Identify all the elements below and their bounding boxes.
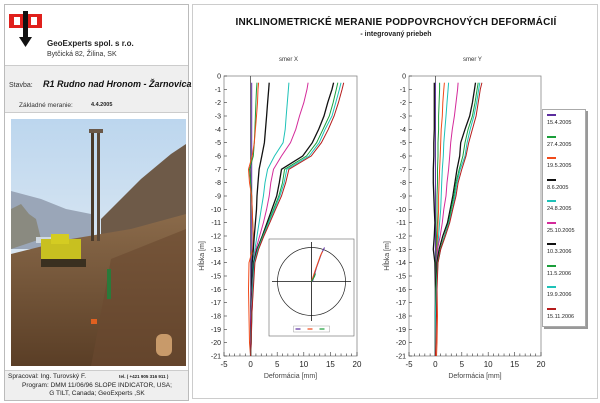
x-axis-label: Deformácia [mm] (263, 373, 318, 380)
chart-title: INKLINOMETRICKÉ MERANIE PODPOVRCHOVÝCH DEFORMÁCIÍ (235, 17, 557, 28)
y-tick-label: -19 (210, 326, 221, 334)
y-tick-label: -21 (210, 353, 221, 361)
footer-box (5, 370, 188, 400)
x-tick-label: 15 (325, 360, 335, 369)
y-tick-label: -18 (395, 313, 406, 321)
y-tick-label: -7 (399, 166, 406, 174)
stavba-value: R1 Rudno nad Hronom - Žarnovica (43, 79, 192, 89)
y-tick-label: -11 (211, 220, 221, 228)
y-tick-label: -7 (214, 166, 221, 174)
legend-label: 25.10.2005 (547, 227, 575, 234)
x-tick-label: 10 (483, 360, 493, 369)
polar-inset (269, 239, 354, 336)
y-axis-label: Hĺbka [m] (199, 241, 206, 271)
y-tick-label: -2 (399, 100, 406, 108)
legend-item (543, 239, 585, 261)
legend-label: 15.4.2005 (547, 120, 572, 126)
legend-item (543, 196, 585, 218)
legend-item (543, 304, 585, 326)
legend-swatch (547, 243, 556, 245)
legend-swatch (547, 286, 556, 288)
y-tick-label: -14 (395, 260, 406, 268)
legend-swatch (547, 136, 556, 138)
x-tick-label: 0 (433, 360, 438, 369)
legend-item (543, 132, 585, 154)
chart-subtitle: - integrovaný priebeh (360, 31, 432, 38)
legend-swatch (547, 222, 556, 224)
y-tick-label: -10 (395, 206, 406, 214)
y-tick-label: -3 (214, 113, 221, 121)
y-tick-label: -1 (399, 86, 406, 94)
legend-label: 10.3.2006 (547, 249, 572, 255)
legend-item (543, 282, 585, 304)
legend-label: 27.4.2005 (547, 141, 572, 148)
zakladne-value: 4.4.2005 (91, 102, 113, 108)
company-name: GeoExperts spol. s r.o. (47, 39, 134, 48)
program-line-2: G TILT, Canada; GeoExperts ,SK (49, 390, 145, 397)
info-panel (4, 4, 192, 401)
legend-label: 8.6.2005 (547, 184, 569, 191)
stavba-label: Stavba: (9, 82, 33, 89)
panel-title-x: smer X (279, 57, 299, 63)
y-tick-label: -12 (210, 233, 221, 241)
legend-label: 24.8.2005 (547, 206, 572, 212)
y-tick-label: -12 (395, 233, 406, 241)
legend-item (543, 175, 585, 197)
x-tick-label: 20 (352, 360, 362, 369)
plot-1 (382, 74, 546, 381)
legend-label: 15.11.2006 (547, 313, 575, 320)
x-tick-label: -5 (220, 360, 228, 369)
y-tick-label: -20 (210, 340, 221, 348)
y-tick-label: -9 (399, 193, 406, 201)
y-tick-label: -10 (210, 206, 221, 214)
x-tick-label: 5 (274, 360, 280, 369)
drilling-rig-photo (11, 119, 186, 366)
y-tick-label: -6 (399, 153, 406, 161)
y-tick-label: -5 (399, 140, 406, 148)
y-tick-label: -17 (395, 300, 406, 308)
charts-svg (193, 5, 599, 400)
x-tick-label: 10 (299, 360, 309, 369)
y-tick-label: -9 (214, 193, 221, 201)
y-tick-label: -4 (214, 126, 221, 134)
x-tick-label: 0 (248, 360, 253, 369)
y-tick-label: -3 (399, 113, 406, 121)
legend-label: 19.9.2006 (547, 292, 572, 298)
x-tick-label: -5 (405, 360, 413, 369)
legend-swatch (547, 308, 556, 310)
x-tick-label: 15 (510, 360, 520, 369)
program-line-1: Program: DMM 11/06/96 SLOPE INDICATOR, USA; (22, 382, 172, 389)
processed-by: Spracoval: Ing. Turovský F. (8, 373, 87, 380)
y-tick-label: -8 (214, 180, 221, 188)
legend-swatch (547, 114, 556, 116)
y-tick-label: 0 (217, 73, 221, 81)
y-tick-label: -5 (214, 140, 221, 148)
y-tick-label: -15 (395, 273, 406, 281)
legend-item (543, 110, 585, 132)
y-tick-label: -6 (214, 153, 221, 161)
legend-swatch (547, 157, 556, 159)
phone: tel. ( +421 905 316 911 ) (119, 374, 169, 379)
y-tick-label: -2 (214, 100, 221, 108)
legend-item (543, 261, 585, 283)
x-axis-label: Deformácia [mm] (448, 373, 502, 380)
legend-label: 19.5.2005 (547, 163, 572, 169)
legend (542, 109, 586, 327)
y-tick-label: -4 (399, 126, 406, 134)
y-tick-label: -21 (395, 353, 406, 361)
y-tick-label: -16 (395, 286, 406, 294)
geoexperts-logo (9, 11, 43, 49)
project-box (5, 65, 192, 113)
y-tick-label: -16 (210, 286, 221, 294)
legend-swatch (547, 265, 556, 267)
y-tick-label: -18 (210, 313, 221, 321)
y-tick-label: -14 (210, 260, 221, 268)
legend-item (543, 153, 585, 175)
y-tick-label: -15 (210, 273, 221, 281)
y-axis-label: Hĺbka [m] (384, 241, 391, 271)
chart-panel (192, 4, 598, 399)
legend-swatch (547, 200, 556, 202)
y-tick-label: 0 (402, 73, 406, 81)
y-tick-label: -17 (210, 300, 221, 308)
y-tick-label: -8 (399, 180, 406, 188)
legend-label: 11.5.2006 (547, 270, 572, 277)
zakladne-label: Základné meranie: (19, 102, 73, 109)
program-info (7, 382, 187, 398)
y-tick-label: -11 (396, 220, 406, 228)
y-tick-label: -19 (395, 326, 406, 334)
plot-area (409, 76, 541, 356)
x-tick-label: 5 (459, 360, 465, 369)
y-tick-label: -1 (214, 86, 221, 94)
legend-swatch (547, 179, 556, 181)
x-tick-label: 20 (536, 360, 546, 369)
panel-title-y: smer Y (463, 57, 482, 63)
company-address: Bytčická 82, Žilina, SK (47, 51, 117, 58)
legend-item (543, 218, 585, 240)
y-tick-label: -13 (210, 246, 221, 254)
y-tick-label: -13 (395, 246, 406, 254)
y-tick-label: -20 (395, 340, 406, 348)
